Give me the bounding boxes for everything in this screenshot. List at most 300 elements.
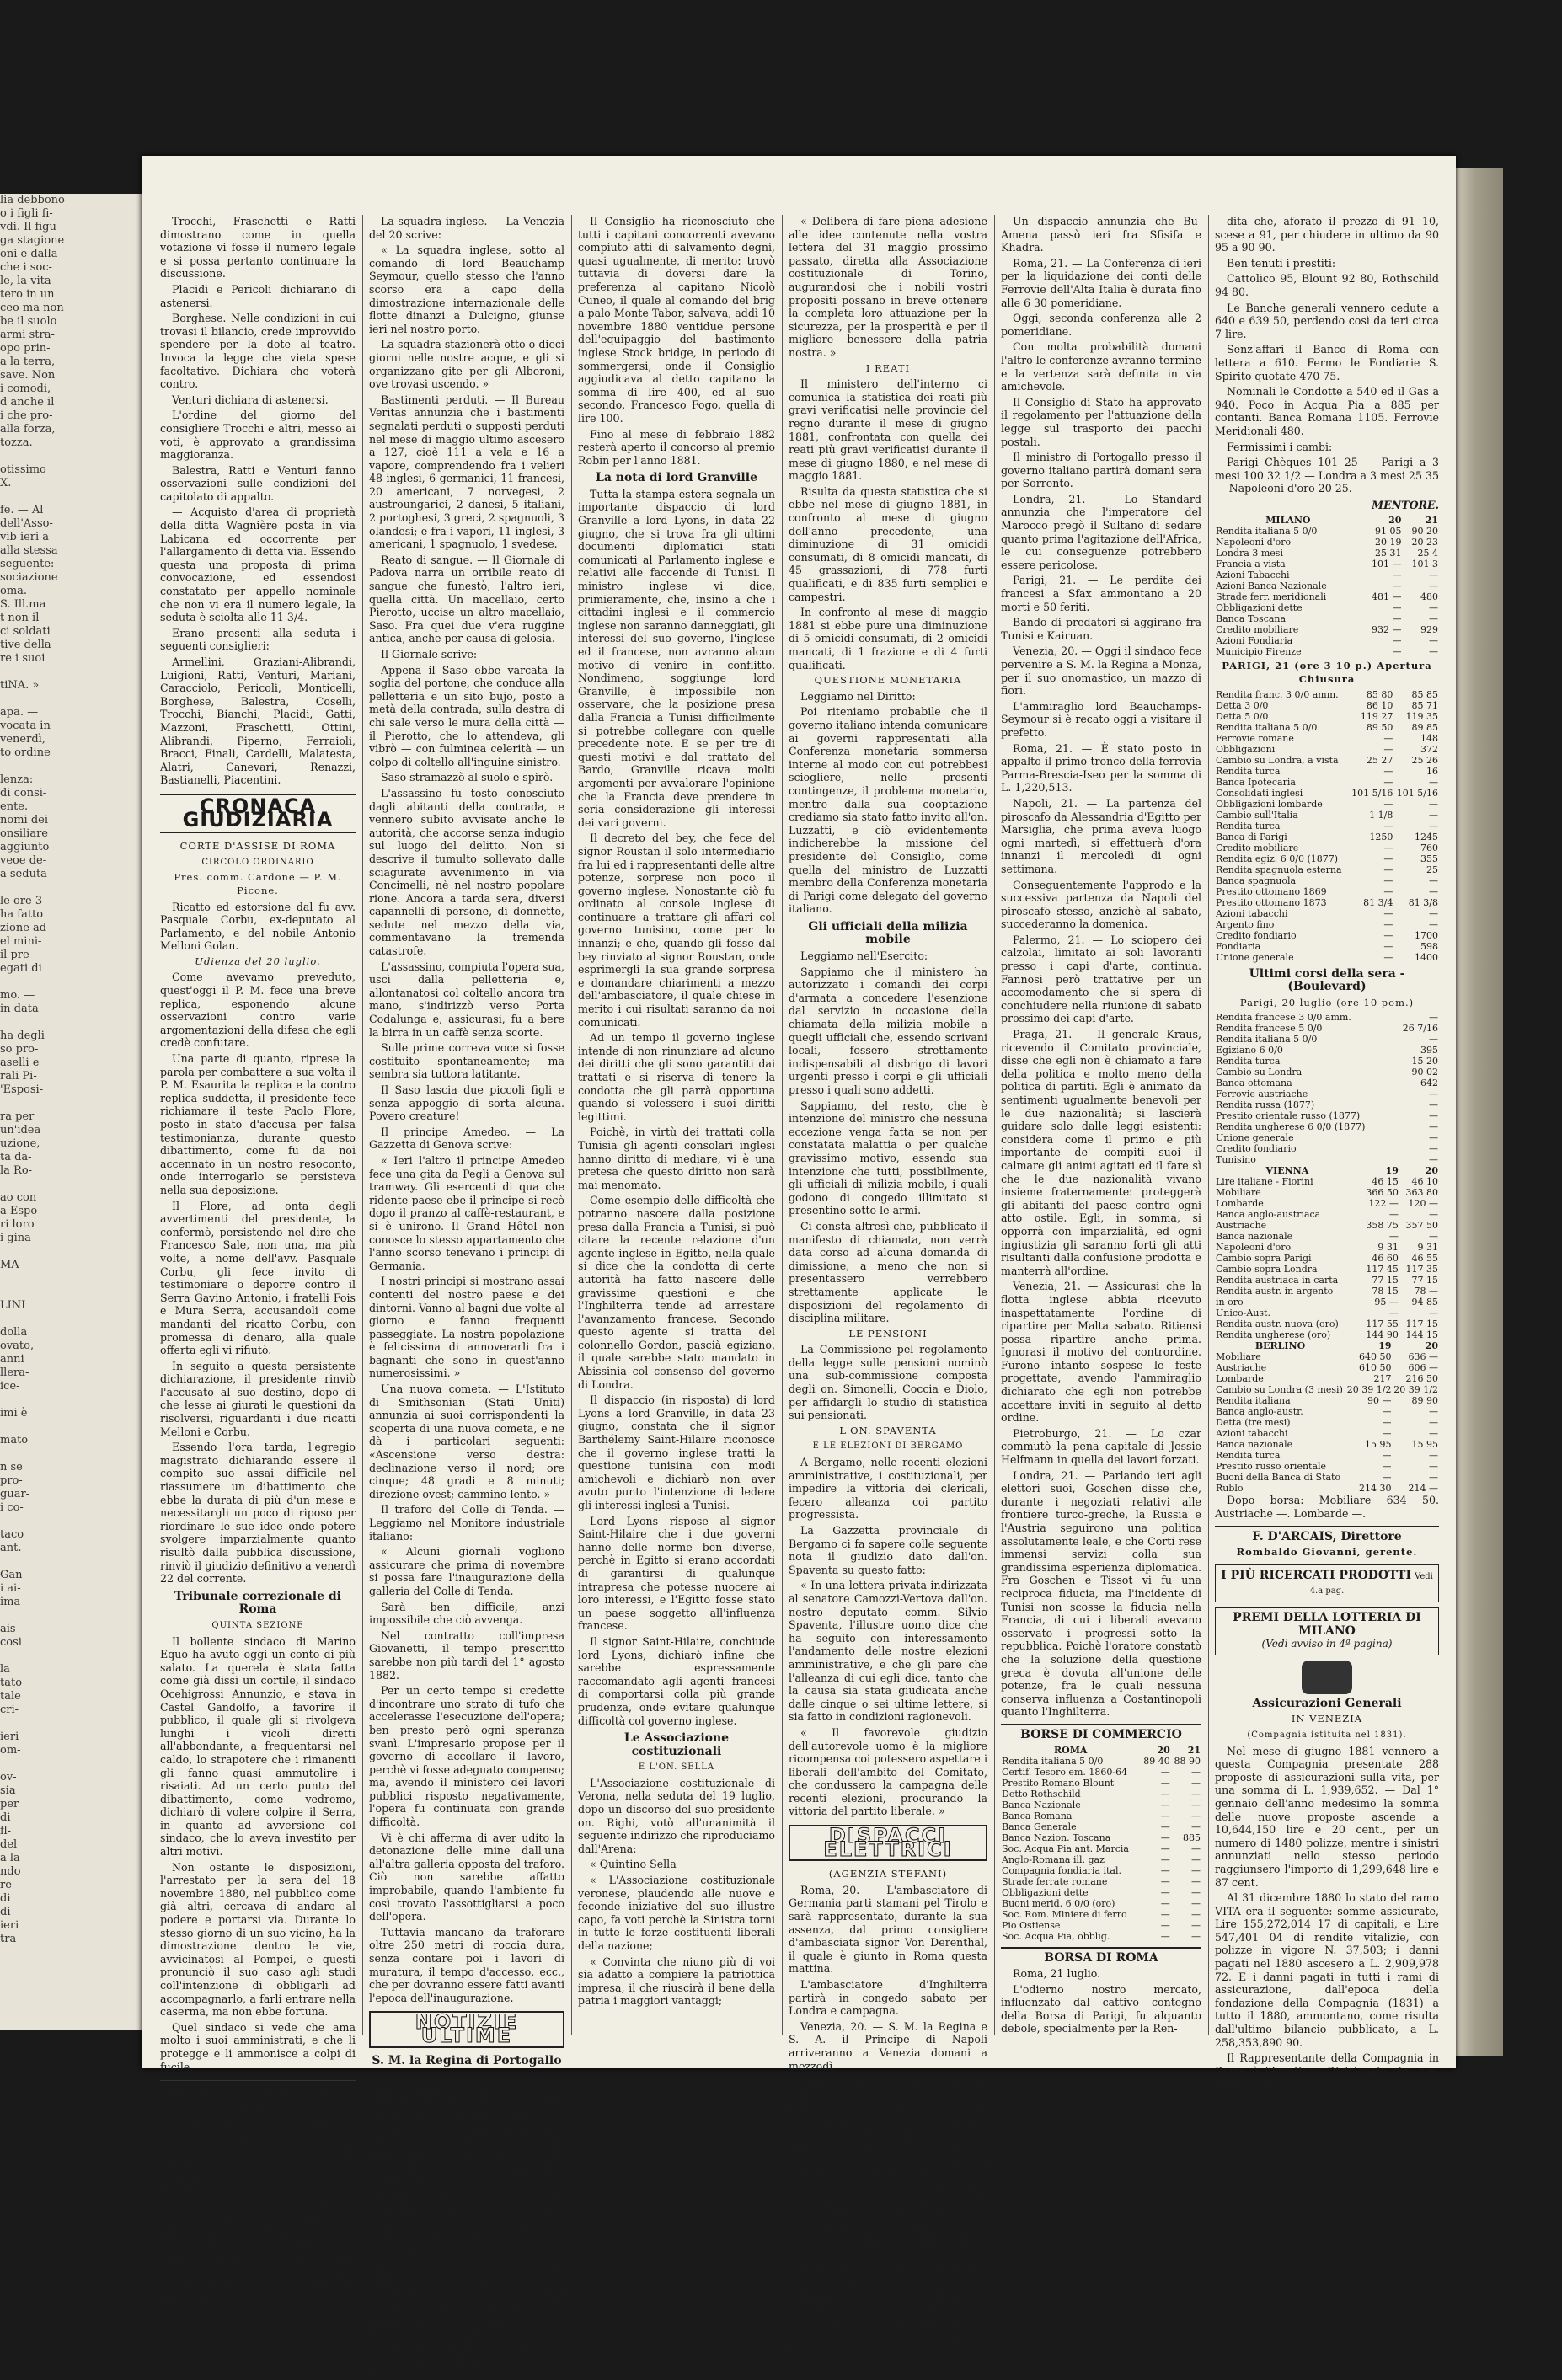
fragment-line: tato [0, 1677, 23, 1689]
paragraph: Il Consiglio di Stato ha approvato il regolamento per l'attuazione della legge sul trasporto dei pacchi postali. [1001, 395, 1201, 448]
paragraph: Il traforo del Colle di Tenda. — Leggiamo nel Monitore industriale italiano: [369, 1503, 564, 1543]
fragment-line: otissimo [0, 463, 46, 476]
table-row [1215, 1143, 1439, 1154]
table-row [1215, 1373, 1439, 1384]
paragraph: Napoli, 21. — La partenza del piroscafo da Alessandria d'Egitto per Marsiglia, che prima aveva luogo ogni martedì, si effettuerà d'ora innanzi il mercoledì di ogni settimana. [1001, 796, 1201, 875]
fragment-line: che i soc- [0, 261, 52, 274]
fragment-line: tozza. [0, 436, 33, 449]
header-cell: BERLINO [1254, 1340, 1306, 1352]
table-row [1215, 952, 1439, 963]
table-cell: Obbligazioni dette [1216, 602, 1303, 614]
table-cell: 1700 [1415, 929, 1438, 941]
table-cell: — [1429, 1088, 1438, 1100]
fragment-line: i ai- [0, 1582, 21, 1595]
table-cell: 78 15 [1372, 1286, 1399, 1297]
table-cell: — [1160, 1832, 1170, 1843]
table-cell: 90 — [1367, 1395, 1392, 1407]
column-rule [782, 215, 783, 2035]
table-cell: 929 [1420, 624, 1438, 636]
table-cell: — [1160, 1853, 1170, 1865]
table-cell: — [1383, 929, 1393, 941]
table-cell: 20 23 [1411, 537, 1438, 548]
table-cell: Cambio sull'Italia [1216, 809, 1298, 821]
paragraph: L'assassino, compiuta l'opera sua, uscì dalla pelletteria e, allontanatosi col coltello ancora tra mano, s'indirizzò verso Porta Codalunga e, assicurasi, fu a bere la birra in un caffè senza scorte. [369, 960, 564, 1039]
column-rule [571, 215, 572, 2035]
table-cell: 20 19 [1374, 537, 1402, 548]
fragment-line: nomi dei [0, 814, 48, 826]
column-4 [789, 215, 987, 2356]
table-cell: Rendita turca [1216, 820, 1281, 832]
table-cell: — [1191, 1842, 1201, 1854]
paragraph: Bastimenti perduti. — Il Bureau Veritas annunzia che i bastimenti segnalati perduti o supposti perduti nel mese di maggio ultimo ascesero a 127, cioè 111 a vela e 16 a vapore, comprendendo fra i velieri 48 inglesi, 6 germanici, 11 francesi, 20 americani, 7 norvegesi, 2 austroungarici, 2 danesi, 5 italiani, 2 portoghesi, 3 greci, 2 spagnuoli, 3 olandesi; e fra i vapori, 11 inglesi, 3 americani, 1 spagnuolo, 1 svedese. [369, 393, 564, 551]
table-header [1001, 1745, 1201, 1756]
dopo-borsa: Dopo borsa: Mobiliare 634 50. Austriache —. Lombarde —. [1215, 1494, 1439, 1521]
fragment-line: ndo [0, 1865, 21, 1878]
table-cell: Azioni tabacchi [1216, 1428, 1288, 1440]
paragraph: Il Flore, ad onta degli avvertimenti del presidente, la confermò, persistendo nel dire che Francesco Sale, non una, ma più volte, a nome dell'avv. Pasquale Corbu, gli fece invito di testimoniare o deporre contro il Serra Gavino Antonio, i fratelli Fois e Mura Serra, accusandoli come mandanti del ricatto Corbu, con promessa di denaro, alla quale offerta egli vi rifiutò. [160, 1199, 356, 1357]
table-cell: 119 35 [1405, 710, 1438, 722]
fragment-line: le ore 3 [0, 895, 43, 907]
table-cell: Prestito ottomano 1869 [1216, 885, 1327, 897]
table-cell: — [1383, 885, 1393, 897]
stefani: (AGENZIA STEFANI) [828, 1868, 948, 1880]
table-cell: — [1392, 602, 1402, 614]
table-cell: 25 31 [1374, 548, 1402, 559]
fragment-line [0, 666, 143, 679]
table-cell: Credito mobiliare [1216, 624, 1299, 636]
table-cell: Austriache [1216, 1220, 1267, 1232]
fragment-line: n se [0, 1461, 23, 1473]
table-row [1215, 635, 1439, 646]
table-row [1215, 733, 1439, 744]
paragraph: Ben tenuti i prestiti: [1227, 256, 1336, 270]
table-cell: Banca nazionale [1216, 1439, 1293, 1451]
table-row [1215, 1318, 1439, 1329]
table-cell: Rendita turca [1216, 1056, 1281, 1067]
table-cell: — [1160, 1864, 1170, 1876]
table-cell: 217 [1373, 1373, 1392, 1385]
table-cell: 46 15 [1372, 1176, 1399, 1188]
fragment-line: alla stessa [0, 544, 58, 557]
fragment-line: tive della [0, 639, 51, 651]
table-cell: Ferrovie austriache [1216, 1088, 1308, 1100]
paragraph: Sulle prime correva voce si fosse costituito spontaneamente; ma sembra sia tuttora latitante. [369, 1041, 564, 1081]
table-cell: 90 20 [1411, 526, 1438, 538]
table-cell: 598 [1420, 940, 1438, 952]
table-cell: Banca Nazionale [1002, 1799, 1081, 1810]
column-5 [1001, 215, 1201, 2039]
table-cell: Rendita turca [1216, 1450, 1281, 1462]
table-cell: 148 [1420, 732, 1438, 744]
table-row [1001, 1920, 1201, 1931]
table-row [1215, 1067, 1439, 1078]
paragraph: Armellini, Graziani-Alibrandi, Luigioni, Ratti, Venturi, Mariani, Caracciolo, Pericoli, Monticelli, Borghese, Balestra, Coselli, Trocchi, Bianchi, Placidi, Gatti, Mazzoni, Fraschetti, Ottini, Alibrandi, Piperno, Ferraioli, Bracci, Finali, Cardelli, Malatesta, Alatri, Canevari, Renazzi, Bastianelli, Piacentini. [160, 655, 356, 787]
paragraph: Come esempio delle difficoltà che potranno nascere dalla posizione presa dalla Francia a Tunisi, si può citare la recente relazione d'un agente inglese in Egitto, nella quale si dice che la condotta di certe autorità ha fatto nascere delle gravissime questioni e che l'Inghilterra tende ad arrestare l'avanzamento francese. Secondo questo agente si tratta del colonnello Gordon, pascià egiziano, il quale sarebbe stato mandato in Abissinia col consenso del governo di Londra. [578, 1194, 775, 1391]
table-cell: 480 [1420, 591, 1438, 603]
fragment-line: uzione, [0, 1137, 40, 1150]
paragraph: Vi è chi afferma di aver udito la detonazione delle mine dall'una all'altra galleria opposta del traforo. Ciò non sarebbe affatto improbabile, quando l'ambiente fu così trovato l'assottigliarsi a poco dell'opera. [369, 1831, 564, 1923]
paragraph: Il principe Amedeo. — La Gazzetta di Genova scrive: [369, 1125, 564, 1152]
table-row [1215, 1472, 1439, 1483]
table-cell: — [1429, 885, 1438, 897]
table-cell: Lire italiane - Fiorini [1216, 1176, 1313, 1188]
table-cell: — [1191, 1810, 1201, 1821]
paragraph: Bando di predatori si aggirano fra Tunisi e Kairuan. [1001, 616, 1201, 642]
fragment-line [0, 1286, 143, 1299]
paragraph: Napoli, 20. — È arrivata la fregata russa Nasestick. [789, 2261, 987, 2288]
table-cell: — [1429, 580, 1438, 592]
paragraph: Essendo l'ora tarda, l'egregio magistrato dichiarando essere il compito suo assai difficile nel riassumere un dibattimento che ebbe la durata di più d'un mese e necessitargli un poco di riposo per riordinare le sue idee onde potere svolgere imparzialmente quanto risultò dalla pubblica discussione, rinviò il giudizio definitivo a venerdì 22 del corrente. [160, 1441, 356, 1586]
fragment-line [0, 1178, 143, 1191]
paragraph: Roma, 21. — La Conferenza di ieri per la liquidazione dei conti delle Ferrovie dell'Alta Italia è durata fino alle 6 30 pomeridiane. [1001, 256, 1201, 309]
fragment-line: re [0, 1879, 12, 1891]
fragment-line: ant. [0, 1542, 22, 1554]
table-cell: Banca anglo-austr. [1216, 1406, 1303, 1418]
paragraph: Con vivissima soddisfazione riproduciamo dai dispacci dell'Agenzia Stefani la seguente comunicazione, la quale smentisce le dicerie propagate da giornali stranieri e raccolte anche da una parte della stampa italiana circa la salute di S. M. la Regina Maria Pia, sorella del Re nostro: [369, 2070, 564, 2188]
fragment-line: armi stra- [0, 329, 55, 341]
table-cell: — [1191, 1853, 1201, 1865]
fragment-line: oma. [0, 585, 28, 597]
table-row [1215, 1362, 1439, 1373]
fragment-line: anni [0, 1353, 24, 1366]
table-row [1215, 613, 1439, 624]
table-cell: — [1191, 1788, 1201, 1800]
fragment-line [0, 1313, 143, 1326]
table-cell: 46 55 [1411, 1253, 1438, 1265]
table-row [1215, 1231, 1439, 1242]
parigi-table [1215, 689, 1439, 963]
fragment-line [0, 1609, 143, 1623]
paragraph: La Gazzetta provinciale di Bergamo ci fa sapere colle seguente nota il giudizio dato dall'on. Spaventa su questo fatto: [789, 1524, 987, 1576]
table-cell: 101 5/16 [1396, 787, 1438, 799]
paragraph: Venezia, 20. — S. M. la Regina e S. A. il Principe di Napoli arriveranno a Venezia domani a mezzodì. [789, 2019, 987, 2072]
paragraph: Ci consta altresì che, pubblicato il manifesto di chiamata, non verrà data corso ad alcuna domanda di dimissione, a meno che non si presentassero verrebbero strettamente applicate le disposizioni del regolamento di disciplina militare. [789, 1219, 987, 1325]
fragment-line: ice- [0, 1380, 20, 1393]
book-edge [1456, 168, 1503, 2056]
table-cell: — [1383, 874, 1393, 886]
paragraph: Milano, 20. — Nell'occasione dell'onomastico della Regina, i Principi e le Case civili e militari le offrirono mazzi di fiori. La Giunta municipale di Milano recossi a Monza in nome della città per complimentare Sua Maestà. I membri della Giunta furono invitati a colazione. Alle ore sei vi è stato pranzo di Corte coll'intervento delle Case civili e militari. Monza è imbandierata e festante. Questa sera vi saranno illuminazioni e musiche. [789, 2075, 987, 2259]
table-cell: Rendita italiana 5 0/0 [1216, 721, 1318, 733]
paragraph: Sarà ben difficile, anzi impossibile che ciò avvenga. [369, 1600, 564, 1627]
table-cell: 86 10 [1366, 699, 1393, 711]
table-row [1001, 1854, 1201, 1865]
paragraph: Reato di sangue. — Il Giornale di Padova narra un orribile reato di sangue che funestò, l'altro ieri, quella città. Un macellaio, certo Pierotto, uccise un altro macellaio, Saso. Fra quei due v'era ruggine antica, anche per causa di gelosia. [369, 553, 564, 645]
paragraph: dita che, aforato il prezzo di 91 10, scese a 91, per chiudere in ultimo da 90 95 a 90 90. [1215, 215, 1439, 254]
table-cell: — [1429, 874, 1438, 886]
fragment-line: be il suolo [0, 315, 57, 328]
table-cell: — [1191, 1799, 1201, 1810]
table-cell: 122 — [1368, 1198, 1399, 1210]
table-cell: — [1429, 1417, 1438, 1429]
fragment-line: a Espo- [0, 1205, 41, 1217]
table-cell: — [1383, 743, 1393, 755]
associazione-title: Le Associazione costituzionali [623, 1731, 730, 1758]
table-cell: Prestito russo orientale [1216, 1461, 1327, 1473]
table-cell: Strade ferr. meridionali [1216, 591, 1327, 603]
table-cell: 89 90 [1411, 1395, 1438, 1407]
paragraph: Parigi Chèques 101 25 — Parigi a 3 mesi 100 32 1/2 — Londra a 3 mesi 25 35 — Napoleoni d'oro 20 25. [1215, 456, 1439, 495]
table-cell: — [1160, 1886, 1170, 1898]
table-cell: 885 [1183, 1832, 1201, 1843]
header-cell: ROMA [1054, 1744, 1088, 1756]
circolo: CIRCOLO ORDINARIO [201, 857, 314, 867]
paragraph: « Ci mandano da Girgenti una notizia, che, se non ci venisse da sicura fonte, crederemmo una poco spiritosa invenzione. [160, 2144, 356, 2197]
table-cell: 366 50 [1366, 1187, 1399, 1199]
fragment-line [0, 1272, 143, 1286]
paragraph: La Commissione pel regolamento della legge sulle pensioni nominò una sub-commissione composta degli on. Simonelli, Coccia e Diolo, per affidargli lo studio di statistica sui pensionati. [789, 1343, 987, 1422]
soccorso-title: SOCCORSO AI NAUFRAGHI [387, 2245, 547, 2258]
table-cell: 642 [1420, 1078, 1438, 1089]
table-row [1215, 537, 1439, 548]
table-cell: Banca spagnuola [1216, 874, 1297, 886]
paragraph: Come avevamo preveduto, quest'oggi il P. M. fece una breve replica, esponendo alcune osservazioni contro varie argomentazioni della difesa che egli credè confutare. [160, 971, 356, 1050]
paragraph: La squadra stazionerà otto o dieci giorni nelle nostre acque, e gli si organizzano gite per gli Alberoni, ove trovasi uscendo. » [369, 338, 564, 391]
table-cell: 101 5/16 [1351, 787, 1393, 799]
paragraph: « La squadra inglese, sotto al comando di lord Beauchamp Seymour, quello stesso che l'anno scorso era a capo della dimostrazione internazionale delle flotte dinanzi a Dulcigno, giunse ieri nel nostro porto. [369, 243, 564, 335]
fragment-line: Gan [0, 1569, 23, 1581]
paragraph: Per un certo tempo si credette d'incontrare uno strato di tufo che accelerasse l'esecuzione dell'opera; ben presto però ogni speranza svanì. L'impresario propose per il governo di accollare il lavoro, perchè vi fosse adeguato compenso; ma, avendo il ministero dei lavori pubblici risposto negativamente, l'opera fu continuata con grande difficoltà. [369, 1684, 564, 1829]
table-row [1215, 1264, 1439, 1275]
borse-table [1001, 1745, 1201, 1942]
table-row [1215, 1132, 1439, 1143]
fragment-line: ieri [0, 1919, 19, 1932]
paragraph: Londra, 21. — Lo Standard annunzia che l'imperatore del Marocco pregò il Sultano di sedare quanto prima l'agitazione dell'Africa, le cui conseguenze potrebbero essere pericolose. [1001, 492, 1201, 571]
table-cell: — [1191, 1777, 1201, 1789]
table-row [1215, 853, 1439, 864]
table-cell: — [1191, 1821, 1201, 1832]
table-cell: Azioni tabacchi [1216, 907, 1288, 919]
fragment-line: tale [0, 1690, 21, 1703]
fragment-line: a la terra, [0, 356, 56, 368]
notizie-ultime-title: NOTIZIE ULTIME [369, 2011, 564, 2047]
table-row [1215, 755, 1439, 766]
fragment-line: il pre- [0, 949, 34, 961]
table-row [1215, 1253, 1439, 1264]
table-cell: 117 35 [1405, 1264, 1438, 1276]
paragraph: Tuttavia mancano da traforare oltre 250 metri di roccia dura, senza contare poi i lavori di muratura, il tempo d'accesso, ecc., che per dovranno essere fatti avanti l'epoca dell'inaugurazione. [369, 1925, 564, 2004]
paragraph: L'assassino fu tosto conosciuto dagli abitanti della contrada, e vennero subito avvisate anche le autorità, che accorse senza indugio sul luogo del delitto. Non si descrive il tumulto sollevato dalle sciagurate avvenimento in via Concimelli, nè nel nostro popolare rione. Ancora a tarda sera, diversi capannelli di persone, di donnette, sedute nel mezzo della via, commentavano la tremenda catastrofe. [369, 786, 564, 958]
table-cell: Banca Ipotecaria [1216, 776, 1296, 788]
table-row [1215, 1220, 1439, 1231]
paragraph: Non ostante le disposizioni, l'arrestato per la sera del 18 novembre 1880, nel pubblico come già altri, cercava di andare al podere e portarsi via. Durante lo stesso giorno di un suo vicino, ha la dimostrazione dentro le vie, avvicinatosi al Pompei, e questi pronunciò il suo caso agli studi coll'intenzione di obbligarli ad accompagnarlo, a farli entrare nella caserma, ma non ebbe fortuna. [160, 1860, 356, 2019]
paragraph: « Delibera di fare piena adesione alle idee contenute nella vostra lettera del 31 maggio prossimo passato, diretta alla Associazione costituzionale di Torino, augurandosi che i nobili vostri propositi possano in breve ottenere la completa loro attuazione per la sicurezza, per la prosperità e per il migliore benessere della patria nostra. » [789, 215, 987, 359]
fragment-line: vocata in [0, 719, 51, 732]
paragraph: Il ministero dell'interno ci comunica la statistica dei reati più gravi verificatisi nelle provincie del regno durante il mese di giugno 1881, confrontata con quella dei reati più gravi verificatisi durante il mese di giugno 1880, e nel mese di maggio 1881. [789, 377, 987, 483]
fragment-line: in data [0, 1003, 39, 1015]
column-rule [1208, 215, 1209, 2035]
table-row [1215, 1012, 1439, 1023]
fragment-line: di [0, 1906, 11, 1918]
table-cell: 90 02 [1411, 1067, 1438, 1078]
paragraph: « L'Associazione costituzionale veronese, plaudendo alle nuove e feconde iniziative del suo illustre capo, fa voti perchè la Sinistra torni in tutte le forze costituenti liberali della nazione; [578, 1874, 775, 1952]
table-cell: 25 [1426, 864, 1438, 875]
paragraph: Saso stramazzò al suolo e spirò. [381, 771, 554, 784]
header-cell: 19 [1385, 1165, 1399, 1177]
table-cell: Detta 5 0/0 [1216, 710, 1269, 722]
table-cell: — [1429, 918, 1438, 930]
table-cell: 81 3/4 [1363, 896, 1393, 908]
table-cell: Detto Rothschild [1002, 1788, 1081, 1800]
paragraph: L'odierno nostro mercato, influenzato dal cattivo contegno della Borsa di Parigi, fu alquanto debole, specialmente per la Ren- [1001, 1982, 1201, 2035]
table-cell: — [1191, 1886, 1201, 1898]
table-row [1215, 1297, 1439, 1308]
table-cell: Pio Ostiense [1002, 1919, 1061, 1931]
table-cell: Credito mobiliare [1216, 842, 1299, 853]
table-cell: Detta (tre mesi) [1216, 1417, 1291, 1429]
fragment-line: mato [0, 1434, 29, 1447]
fragment-line: ceo ma non [0, 302, 64, 314]
paragraph: Venezia, 20. — Oggi il sindaco fece pervenire a S. M. la Regina a Monza, per il suo onomastico, un mazzo di fiori. [1001, 644, 1201, 698]
associazione-subtitle: E L'ON. SELLA [638, 1762, 715, 1773]
paragraph: Nominali le Condotte a 540 ed il Gas a 940. Poco in Acqua Pia a 885 per contanti. Banca Romana 1105. Ferrovie Meridionali 480. [1215, 385, 1439, 437]
table-cell: — [1160, 1788, 1170, 1800]
fragment-line: del [0, 1838, 18, 1851]
paragraph: « Il favorevole giudizio dell'autorevole uomo è la migliore ricompensa coi potessero aspettare i liberali dell'ambito del Comitato, che condussero la campagna delle recenti elezioni, procurando la vittoria del partito liberale. » [789, 1725, 987, 1818]
table-cell: 760 [1420, 842, 1438, 853]
gerente: Rombaldo Giovanni, gerente. [1236, 1546, 1418, 1559]
fragment-line: ovato, [0, 1340, 35, 1352]
paragraph: Fino al mese di febbraio 1882 resterà aperto il concorso al premio Robin per l'anno 1881. [578, 427, 775, 467]
table-cell: — [1392, 613, 1402, 625]
table-row [1215, 1110, 1439, 1121]
fragment-line: taco [0, 1528, 24, 1541]
table-cell: — [1392, 635, 1402, 647]
fragment-line [0, 1650, 143, 1663]
table-cell: Egiziano 6 0/0 [1216, 1045, 1283, 1056]
paragraph: Oggi, seconda conferenza alle 2 pomeridiane. [1001, 312, 1201, 338]
fragment-line: lenza: [0, 773, 34, 786]
mentore-signature: MENTORE. [1372, 498, 1439, 511]
fragment-line: sia [0, 1784, 16, 1797]
table-row [1215, 711, 1439, 722]
assicurazioni-founded: (Compagnia istituita nel 1831). [1247, 1730, 1407, 1740]
table-cell: — [1383, 842, 1393, 853]
table-cell: — [1382, 1417, 1392, 1429]
fragment-line: ha degli [0, 1030, 45, 1042]
table-cell: Rendita turca [1216, 765, 1281, 777]
table-cell: — [1160, 1810, 1170, 1821]
case-title: Ricatto ed estorsione dal fu avv. Pasquale Corbu, ex-deputato al Parlamento, e del nobile Antonio Melloni Golan. [160, 900, 356, 953]
paragraph: Il bollente sindaco di Marino Equo ha avuto oggi un conto di più salato. La querela è stata fatta come già dissi un cortile, il sindaco Ocehigrossi Annunzio, e stava in Castel Gandolfo, a favorire il pubblico, il quale gli si rivolgeva lunghi i vicoli diretti all'abbondante, a frequentarsi nel caldo, lo strapotere che i rimanenti gli fanno quasi ammutolire i risaiati. Ad un certo punto del dibattimento, come vedremo, dichiarò di volere colpire il Serra, in quanto ad avversione col sindaco, che lo aveva investito per altri motivi. [160, 1634, 356, 1859]
fragment-line: X. [0, 477, 12, 489]
table-cell: Unico-Aust. [1216, 1308, 1270, 1319]
table-cell: — [1429, 1472, 1438, 1484]
paragraph: Quel sindaco si vede che ama molto i suoi amministrati, e che li protegge e li ammonisce a colpi di fucile. [160, 2020, 356, 2073]
table-row [1215, 1078, 1439, 1088]
table-cell: Anglo-Romana ill. gaz [1002, 1853, 1105, 1865]
table-cell: Banca nazionale [1216, 1231, 1293, 1243]
fragment-line: ov- [0, 1771, 17, 1784]
paragraph: Il Rappresentante della Compagnia in Roma è l'Ispettore Divisionale sig. cav. Marino Morelli, via del Corso, n. 117. [1215, 2051, 1439, 2091]
table-cell: Ferrovie romane [1216, 732, 1294, 744]
table-cell: Credito fondiario [1216, 929, 1297, 941]
table-cell: Francia a vista [1216, 559, 1286, 570]
ad-lotteria-milano: PREMI DELLA LOTTERIA DI MILANO (Vedi avviso in 4ª pagina) [1215, 1607, 1439, 1655]
fragment-line: vdi. Il figu- [0, 221, 61, 233]
table-row [1215, 1308, 1439, 1318]
fragment-line: a seduta [0, 868, 47, 880]
table-row [1215, 1275, 1439, 1286]
table-cell: — [1383, 820, 1393, 832]
table-cell: Municipio Firenze [1216, 646, 1302, 658]
paragraph: Sappiamo, del resto, che è intenzione del ministro che nessuna eccezione venga fatta se non per constatata malattia o per qualche gravissimo motivo, essendo sua intenzione che tutti, possibilmente, gli ufficiali di milizia mobile, i quali godono di congedo illimitato si presentino sotto le armi. [789, 1099, 987, 1217]
table-cell: 117 15 [1405, 1318, 1438, 1330]
table-cell: — [1429, 1461, 1438, 1473]
table-row [1215, 799, 1439, 810]
table-cell: — [1191, 1864, 1201, 1876]
table-cell: Cambio su Londra [1216, 1067, 1303, 1078]
table-cell: Soc. Rom. Miniere di ferro [1002, 1908, 1127, 1920]
table-row [1215, 919, 1439, 930]
table-row [1001, 1887, 1201, 1898]
fragment-line: ao con [0, 1191, 37, 1204]
fragment-line: d anche il [0, 396, 55, 409]
fragment-line: cosi [0, 1636, 22, 1649]
fragment-line: oni e dalla [0, 248, 58, 260]
table-cell: — [1382, 1450, 1392, 1462]
table-cell: — [1429, 1121, 1438, 1133]
table-cell: 101 — [1371, 559, 1402, 570]
table-cell: 91 05 [1374, 526, 1402, 538]
table-cell: — [1160, 1897, 1170, 1909]
table-cell: 932 — [1371, 624, 1402, 636]
table-cell: 25 27 [1366, 754, 1393, 766]
table-row [1001, 1876, 1201, 1887]
table-cell: — [1429, 1428, 1438, 1440]
monetaria-title: QUESTIONE MONETARIA [814, 674, 962, 687]
table-cell: — [1160, 1930, 1170, 1942]
fragment-line: zione ad [0, 922, 47, 934]
paragraph: Roma, 21 luglio. [1013, 1967, 1101, 1981]
table-cell: — [1392, 580, 1402, 592]
table-cell: Banca Generale [1002, 1821, 1077, 1832]
fragment-line [0, 1515, 143, 1528]
table-cell: — [1191, 1766, 1201, 1778]
table-cell: — [1388, 1231, 1399, 1243]
table-cell: 46 60 [1372, 1253, 1399, 1265]
table-row [1001, 1843, 1201, 1854]
fragment-line: di consi- [0, 787, 47, 800]
table-cell: 15 95 [1411, 1439, 1438, 1451]
fragment-line: vib ieri a [0, 531, 50, 543]
table-cell: Rendita spagnuola esterna [1216, 864, 1342, 875]
table-cell: 81 3/8 [1408, 896, 1438, 908]
table-cell: — [1383, 732, 1393, 744]
fragment-line [0, 490, 143, 504]
fragment-line: re i suoi [0, 652, 45, 665]
fragment-line: el mini- [0, 935, 42, 948]
paragraph: Lord Lyons rispose al signor Saint-Hilaire che i due governi hanno delle norme ben diverse, perchè in Egitto si erano accordati di garantirsi di qualunque intrapresa che potesse nuocere ai loro interessi, e l'Egitto fosse stato un paese soggetto all'influenza francese. [578, 1514, 775, 1633]
paragraph: Palermo, 21. — Lo sciopero dei calzolai, limitato ai soli lavoranti presso i capi d'arte, continua. Fannosi però trattative per un accomodamento che si spera di conchiudere nella riunione di sabato prossimo dei capi d'arte. [1001, 933, 1201, 1025]
table-cell: 216 50 [1405, 1373, 1438, 1385]
table-cell: Londra 3 mesi [1216, 548, 1283, 559]
cronaca-title: CRONACA GIUDIZIARIA [160, 794, 356, 833]
paragraph: In seguito a questa persistente dichiarazione, il presidente rinviò l'accusato al suo destino, dopo di che lesse ai giurati le questioni da risolversi, riguardanti i due ricatti Melloni e Corbu. [160, 1359, 356, 1438]
table-row [1215, 1417, 1439, 1428]
paragraph: Il dispaccio (in risposta) di lord Lyons a lord Granville, in data 23 giugno, constata che il signor Barthélemy Saint-Hilaire riconosce che il governo inglese tratti la questione tunisina con modi amichevoli e dichiarò non aver avuto punto l'intenzione di ledere gli interessi inglesi a Tunisi. [578, 1393, 775, 1511]
fragment-line: ga stagione [0, 234, 65, 247]
paragraph: Venturi dichiara di astenersi. [172, 393, 329, 406]
paragraph: Una nuova cometa. — L'Istituto di Smithsonian (Stati Uniti) annunzia ai suoi corrispondenti la scoperta di una nuova cometa, e ne dà i particolari seguenti: «Ascensione verso destra: declinazione verso il nord; ore cinque; 48 gradi e 8 minuti; direzione ovest; cammino lento. » [369, 1383, 564, 1500]
table-row [1215, 570, 1439, 580]
fragment-line: di [0, 1811, 11, 1824]
table-row [1215, 1450, 1439, 1461]
table-row [1215, 580, 1439, 591]
paragraph: Giunta e prefetto. — Nel Pungolo di Napoli leggiamo: [160, 2115, 356, 2142]
table-cell: 144 15 [1405, 1329, 1438, 1341]
table-cell: 85 80 [1366, 688, 1393, 700]
fragment-line: apa. — [0, 706, 39, 719]
